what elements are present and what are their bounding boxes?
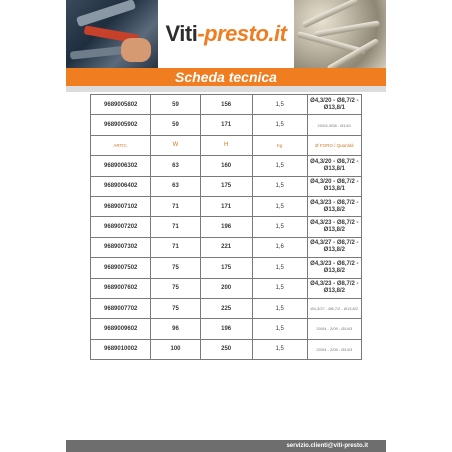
article-code-cell: 9689010002 xyxy=(91,339,151,359)
article-code-cell: 9689007502 xyxy=(91,258,151,278)
width-cell: 71 xyxy=(151,217,200,237)
hole-quantity-cell: Ø4,3/20 - Ø8,7/2 - Ø13,8/1 xyxy=(307,176,361,196)
weight-cell: 1,5 xyxy=(252,156,307,176)
hole-quantity-cell: 20/04 - 2/09 - Ø14/3 xyxy=(307,339,361,359)
width-cell: 71 xyxy=(151,196,200,216)
hole-quantity-cell: Ø4,3/23 - Ø8,7/2 - Ø13,8/2 xyxy=(307,196,361,216)
table-row xyxy=(91,176,362,196)
hole-quantity-cell: Ø4,3/27 - Ø8,7/2 - Ø13,8/2 xyxy=(307,237,361,257)
height-cell: 196 xyxy=(200,217,252,237)
article-code-cell: ARTIC. xyxy=(91,135,151,155)
width-cell: 71 xyxy=(151,237,200,257)
weight-cell: 1,5 xyxy=(252,217,307,237)
weight-cell: 1,5 xyxy=(252,95,307,115)
table-row xyxy=(91,217,362,237)
width-cell: 63 xyxy=(151,176,200,196)
title-bar xyxy=(66,68,386,86)
width-cell: 100 xyxy=(151,339,200,359)
brand-name-main: Viti xyxy=(165,21,198,46)
height-cell: 175 xyxy=(200,176,252,196)
height-cell: 171 xyxy=(200,196,252,216)
table-row xyxy=(91,95,362,115)
table-row xyxy=(91,196,362,216)
weight-cell: 1,5 xyxy=(252,278,307,298)
article-code-cell: 9689005902 xyxy=(91,115,151,135)
page-header xyxy=(66,0,386,68)
article-code-cell: 9689005802 xyxy=(91,95,151,115)
hole-quantity-cell: Ø4,3/20 - Ø8,7/2 - Ø13,8/1 xyxy=(307,95,361,115)
weight-cell: 1,6 xyxy=(252,237,307,257)
table-row xyxy=(91,339,362,359)
hole-quantity-cell: 20/04-3/08 - Ø14/1 xyxy=(307,115,361,135)
article-code-cell: 9689009602 xyxy=(91,319,151,339)
width-cell: 63 xyxy=(151,156,200,176)
weight-cell: 1,5 xyxy=(252,319,307,339)
width-cell: 75 xyxy=(151,258,200,278)
height-cell: 200 xyxy=(200,278,252,298)
article-code-cell: 9689007202 xyxy=(91,217,151,237)
hole-quantity-cell: Ø4,3/27 - Ø8,7/2 - Ø13,8/2 xyxy=(307,298,361,318)
hole-quantity-cell: Ø FORO / Quantità xyxy=(307,135,361,155)
weight-cell: 1,5 xyxy=(252,196,307,216)
table-row xyxy=(91,115,362,135)
height-cell: 175 xyxy=(200,258,252,278)
tools-photo xyxy=(66,0,158,68)
hole-quantity-cell: 20/04 - 2/09 - Ø14/3 xyxy=(307,319,361,339)
article-code-cell: 9689007302 xyxy=(91,237,151,257)
height-cell: H xyxy=(200,135,252,155)
width-cell: W xyxy=(151,135,200,155)
height-cell: 196 xyxy=(200,319,252,339)
divider xyxy=(66,86,386,92)
table-header-row xyxy=(91,135,362,155)
table-row xyxy=(91,156,362,176)
width-cell: 59 xyxy=(151,95,200,115)
hole-quantity-cell: Ø4,3/23 - Ø8,7/2 - Ø13,8/2 xyxy=(307,217,361,237)
article-code-cell: 9689007602 xyxy=(91,278,151,298)
height-cell: 225 xyxy=(200,298,252,318)
weight-cell: 1,5 xyxy=(252,258,307,278)
height-cell: 171 xyxy=(200,115,252,135)
width-cell: 59 xyxy=(151,115,200,135)
table-row xyxy=(91,298,362,318)
brand-name-accent: -presto.it xyxy=(197,21,287,46)
width-cell: 96 xyxy=(151,319,200,339)
width-cell: 75 xyxy=(151,278,200,298)
article-code-cell: 9689006402 xyxy=(91,176,151,196)
table-row xyxy=(91,278,362,298)
article-code-cell: 9689007102 xyxy=(91,196,151,216)
hole-quantity-cell: Ø4,3/23 - Ø8,7/2 - Ø13,8/2 xyxy=(307,278,361,298)
footer-bar xyxy=(66,440,386,452)
article-code-cell: 9689006302 xyxy=(91,156,151,176)
height-cell: 156 xyxy=(200,95,252,115)
weight-cell: Kg xyxy=(252,135,307,155)
table-row xyxy=(91,258,362,278)
hole-quantity-cell: Ø4,3/23 - Ø8,7/2 - Ø13,8/2 xyxy=(307,258,361,278)
table-row xyxy=(91,237,362,257)
brand-logo xyxy=(158,0,294,68)
height-cell: 221 xyxy=(200,237,252,257)
height-cell: 160 xyxy=(200,156,252,176)
weight-cell: 1,5 xyxy=(252,176,307,196)
table-row xyxy=(91,319,362,339)
weight-cell: 1,5 xyxy=(252,339,307,359)
hole-quantity-cell: Ø4,3/20 - Ø8,7/2 - Ø13,8/1 xyxy=(307,156,361,176)
footer-email[interactable]: servizio.clienti@viti-presto.it xyxy=(286,443,368,449)
weight-cell: 1,5 xyxy=(252,115,307,135)
page-title: Scheda tecnica xyxy=(175,69,277,85)
weight-cell: 1,5 xyxy=(252,298,307,318)
width-cell: 75 xyxy=(151,298,200,318)
spec-table xyxy=(90,94,362,360)
screws-photo xyxy=(294,0,386,68)
height-cell: 250 xyxy=(200,339,252,359)
article-code-cell: 9689007702 xyxy=(91,298,151,318)
